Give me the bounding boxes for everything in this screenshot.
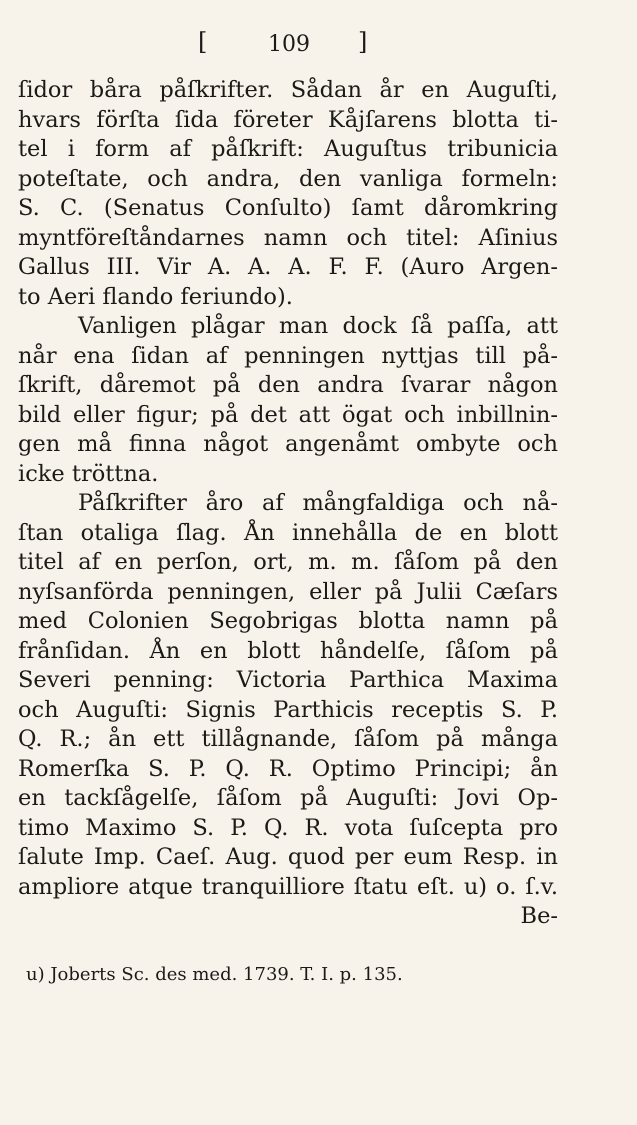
text-line: Gallus III. Vir A. A. A. F. F. (Auro Argen-: [18, 254, 558, 280]
text-line: en tackſågelſe, ſåſom på Auguſti: Jovi Op-: [18, 785, 558, 811]
text-line: ampliore atque tranquilliore ſtatu eſt. u) o. ſ.v.: [18, 873, 558, 900]
text-line: ſtan otaliga ſlag. Ån innehålla de en blott: [18, 519, 558, 546]
text-line: titel af en perſon, ort, m. m. ſåſom på den: [18, 549, 558, 575]
text-line: frånſidan. Ån en blott håndelſe, ſåſom på: [18, 637, 558, 664]
text-line: når ena ſidan af penningen nyttjas till på-: [18, 342, 558, 369]
text-line: Påſkrifter åro af mångfaldiga och nå-: [78, 490, 558, 516]
text-line: S. C. (Senatus Conſulto) ſamt dåromkring: [18, 195, 558, 221]
text-line: Severi penning: Victoria Parthica Maxima: [18, 667, 558, 693]
text-line: ſkrift, dåremot på den andra ſvarar någon: [18, 372, 558, 398]
text-line: poteſtate, och andra, den vanliga formeln:: [18, 165, 558, 192]
text-line: med Colonien Segobrigas blotta namn på: [18, 608, 558, 634]
text-line: Vanligen plågar man dock ſå paſſa, att: [78, 313, 558, 339]
text-line: icke tröttna.: [18, 460, 159, 487]
text-line: tel i form af påſkrift: Auguſtus tribunicia: [18, 136, 558, 162]
text-line: gen må finna något angenåmt ombyte och: [18, 431, 558, 457]
page-number: 109: [268, 32, 310, 57]
header-bracket-left: [: [198, 28, 208, 56]
footnote: u) Joberts Sc. des med. 1739. T. I. p. 135.: [26, 964, 403, 985]
body-text: [18, 76, 558, 932]
text-line: nyſsanförda penningen, eller på Julii Cæſars: [18, 578, 558, 605]
header-bracket-right: ]: [358, 28, 368, 56]
text-line: ſidor båra påſkrifter. Sådan år en Auguſti,: [18, 77, 558, 103]
text-line: hvars förſta ſida företer Kåjſarens blotta ti-: [18, 106, 558, 133]
text-line: Romerſka S. P. Q. R. Optimo Principi; ån: [18, 755, 558, 782]
text-line: timo Maximo S. P. Q. R. vota ſuſcepta pro: [18, 814, 558, 841]
text-line: to Aeri flando feriundo).: [18, 283, 293, 310]
text-line: Q. R.; ån ett tillågnande, ſåſom på många: [18, 726, 558, 752]
catchword: Be-: [520, 903, 558, 929]
text-line: myntföreſtåndarnes namn och titel: Aſinius: [18, 224, 558, 251]
page-header: [0, 22, 637, 62]
text-line: och Auguſti: Signis Parthicis receptis S. P.: [18, 696, 558, 723]
text-line: ſalute Imp. Caeſ. Aug. quod per eum Resp. in: [18, 844, 558, 870]
text-line: bild eller figur; på det att ögat och inbillnin-: [18, 401, 558, 428]
